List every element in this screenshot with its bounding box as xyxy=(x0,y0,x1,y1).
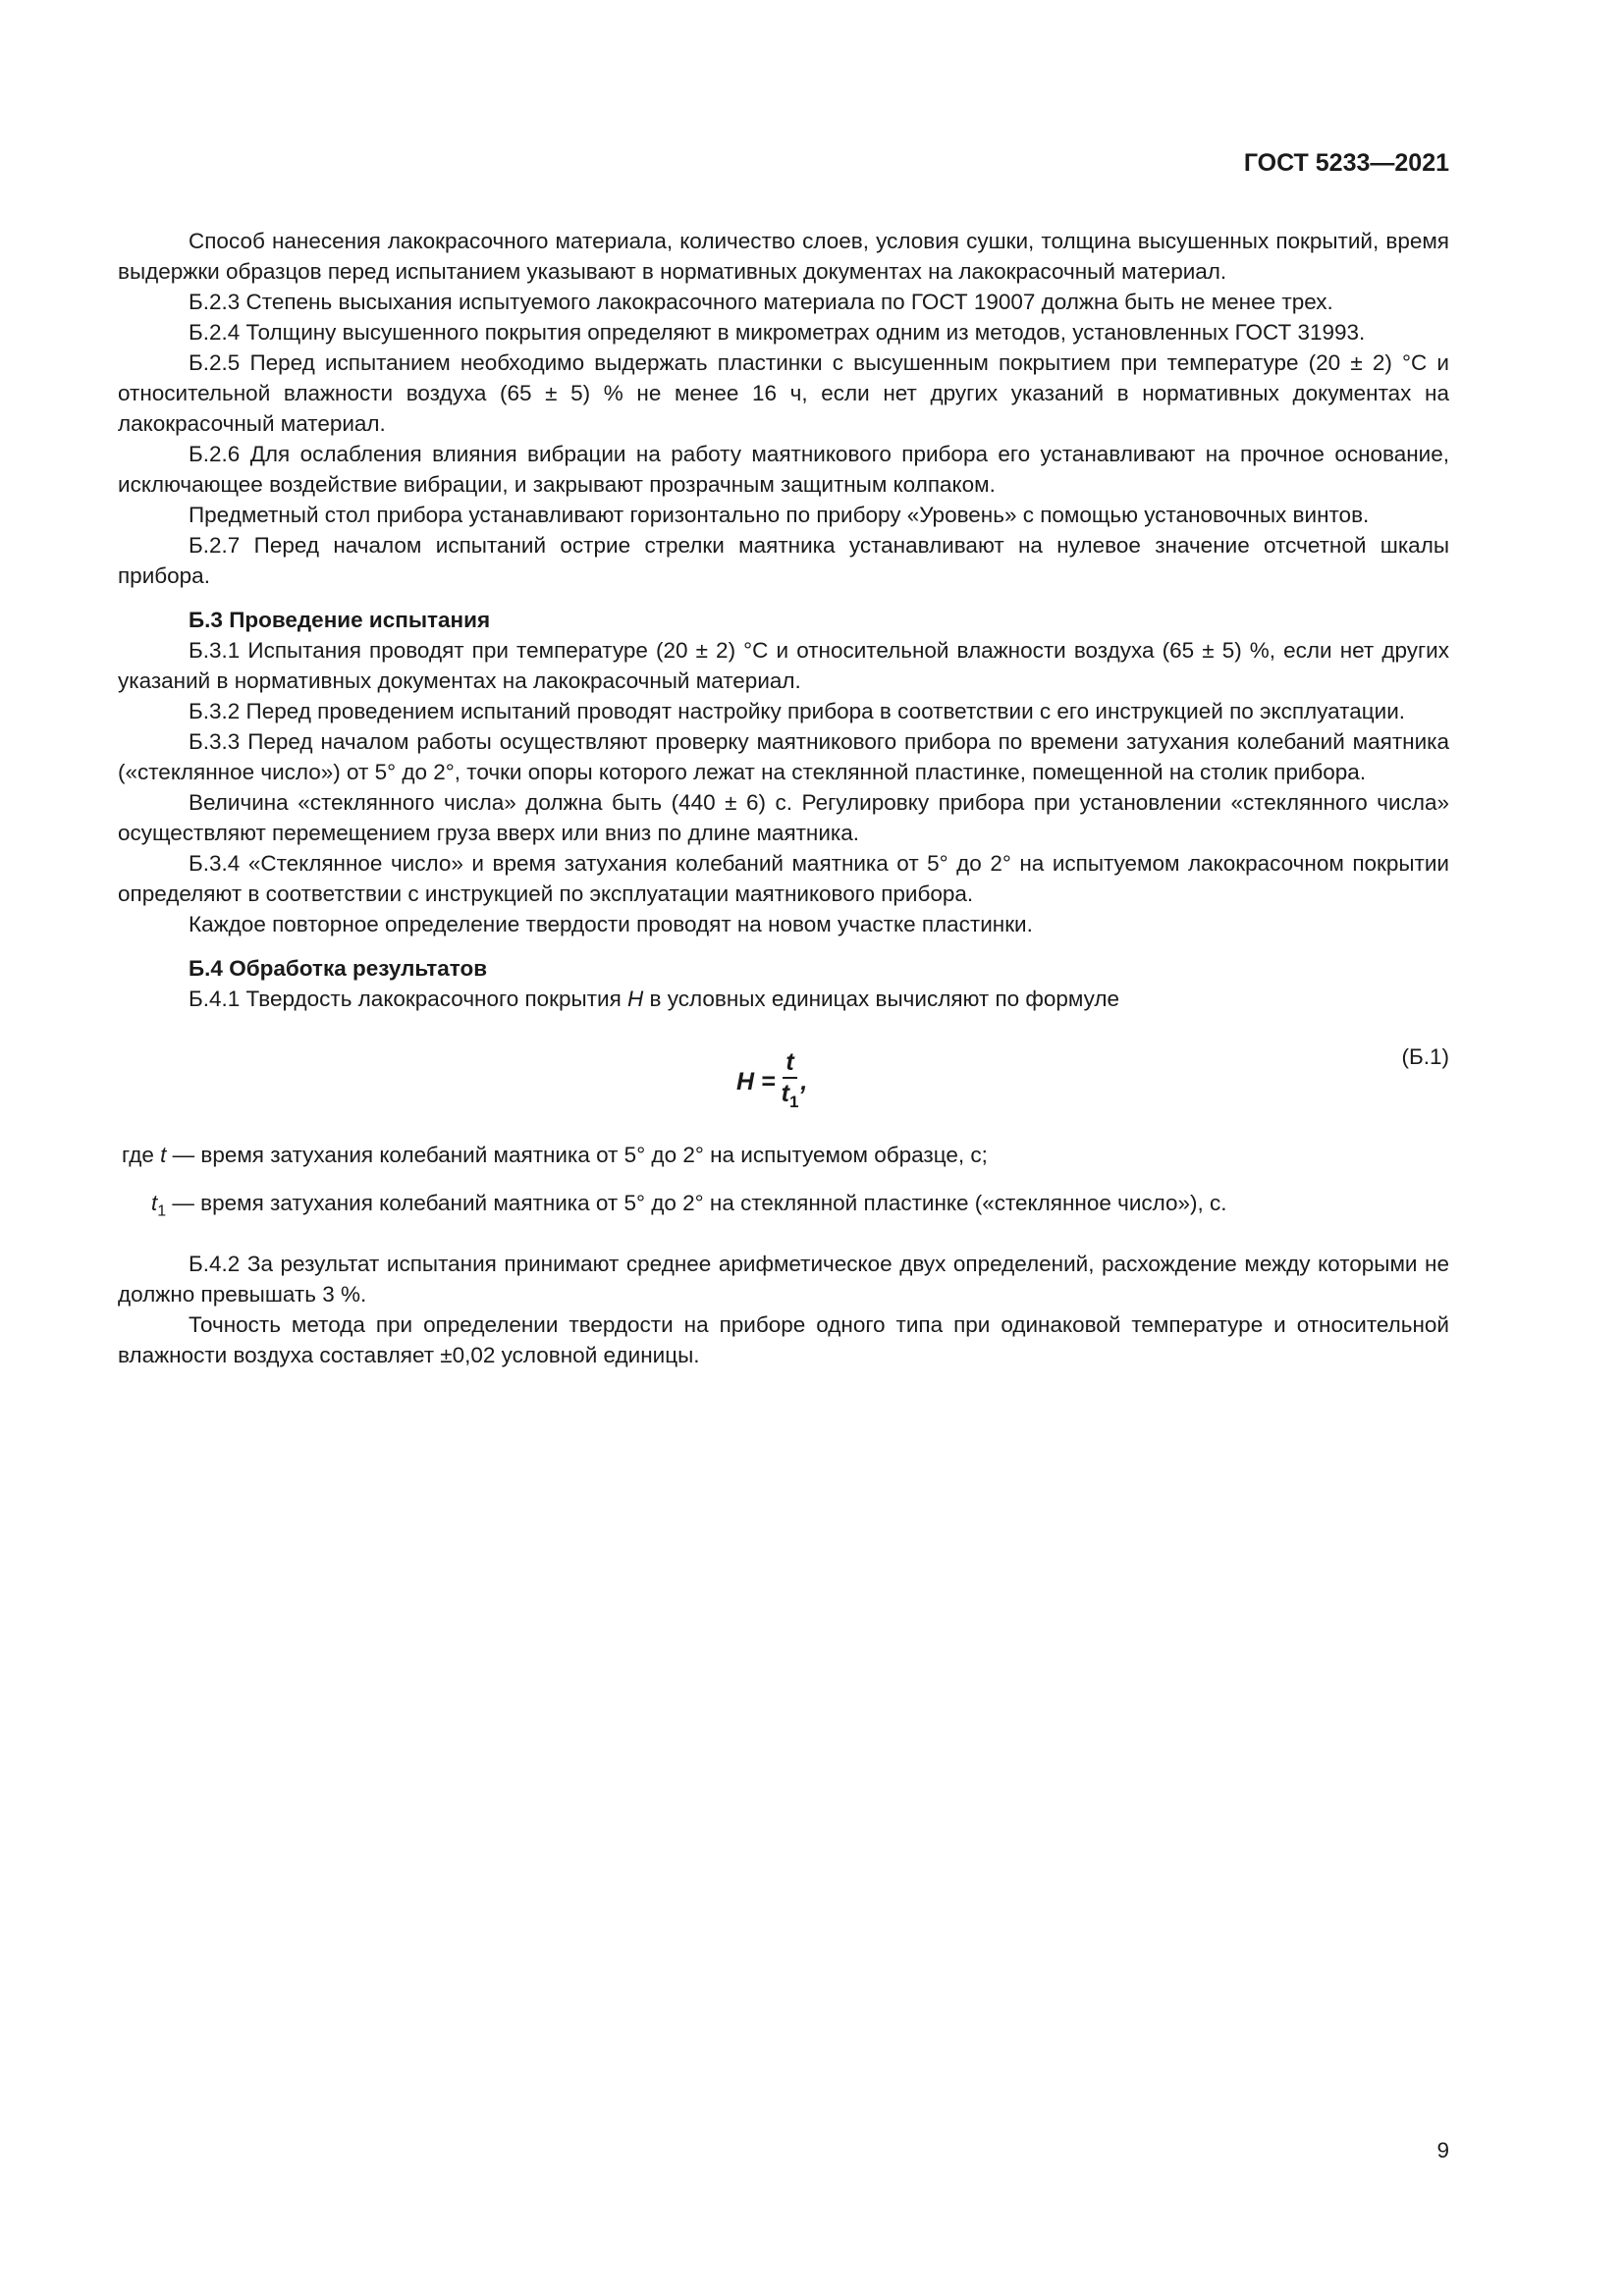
formula-b1 xyxy=(118,1041,1449,1122)
paragraph-b42: Б.4.2 За результат испытания принимают среднее арифметическое двух определений, расхождение между которыми не должно превышать 3 %. xyxy=(118,1251,1449,1307)
formula-denominator xyxy=(782,1079,799,1117)
where-t1-sub: 1 xyxy=(157,1202,167,1220)
paragraph-table-level: Предметный стол прибора устанавливают горизонтально по прибору «Уровень» с помощью установочных винтов. xyxy=(189,503,1370,527)
page-number: 9 xyxy=(1436,2138,1449,2163)
paragraph-b23: Б.2.3 Степень высыхания испытуемого лакокрасочного материала по ГОСТ 19007 должна быть не менее трех. xyxy=(189,290,1333,314)
b41-variable: H xyxy=(627,987,644,1011)
page-body xyxy=(118,226,1449,1370)
where-t1-var xyxy=(151,1191,167,1220)
formula-trail: , xyxy=(800,1067,808,1095)
paragraph-b32: Б.3.2 Перед проведением испытаний проводят настройку прибора в соответствии с его инструкцией по эксплуатации. xyxy=(189,699,1406,723)
formula-fraction xyxy=(782,1047,799,1117)
where-t1-letter: t xyxy=(151,1191,158,1215)
paragraph-b34: Б.3.4 «Стеклянное число» и время затухания колебаний маятника от 5° до 2° на испытуемом лакокрасочном покрытии определяют в соответствии с инструкцией по эксплуатации маятникового прибора. xyxy=(118,851,1449,906)
where-t-var: t xyxy=(160,1143,167,1167)
where-t-desc: — время затухания колебаний маятника от 5° до 2° на испытуемом образце, с; xyxy=(166,1143,988,1167)
where-lead: где xyxy=(122,1143,161,1167)
paragraph-repeat-determination: Каждое повторное определение твердости проводят на новом участке пластинки. xyxy=(189,912,1033,936)
paragraph-b33: Б.3.3 Перед началом работы осуществляют проверку маятникового прибора по времени затухания колебаний маятника («стеклянное число») от 5° до 2°, точки опоры которого лежат на стеклянной пластинке, помещенной на столик прибора. xyxy=(118,729,1449,784)
formula-numerator: t xyxy=(783,1047,796,1079)
paragraph-b31: Б.3.1 Испытания проводят при температуре (20 ± 2) °С и относительной влажности воздуха (65 ± 5) %, если нет других указаний в нормативных документах на лакокрасочный материал. xyxy=(118,638,1449,693)
paragraph-accuracy: Точность метода при определении твердости на приборе одного типа при одинаковой температуре и относительной влажности воздуха составляет ±0,02 условной единицы. xyxy=(118,1311,1449,1367)
section-heading-b3: Б.3 Проведение испытания xyxy=(189,608,491,632)
paragraph-method-of-application: Способ нанесения лакокрасочного материала, количество слоев, условия сушки, толщина высушенных покрытий, время выдержки образцов перед испытанием указывают в нормативных документах на лакокрасочный материал. xyxy=(118,229,1449,284)
paragraph-glass-number: Величина «стеклянного числа» должна быть (440 ± 6) с. Регулировку прибора при установлении «стеклянного числа» осуществляют перемещением груза вверх или вниз по длине маятника. xyxy=(118,790,1449,845)
spacer xyxy=(118,1227,1449,1249)
paragraph-b24: Б.2.4 Толщину высушенного покрытия определяют в микрометрах одним из методов, установленных ГОСТ 31993. xyxy=(189,320,1366,345)
where-clause-t xyxy=(122,1140,1449,1170)
where-clause-t1 xyxy=(151,1188,1449,1227)
formula-denominator-sub: 1 xyxy=(788,1092,799,1111)
formula-expression xyxy=(736,1041,807,1122)
where-t1-desc: — время затухания колебаний маятника от 5° до 2° на стеклянной пластинке («стеклянное число»), с. xyxy=(166,1191,1227,1215)
b41-text-after: в условных единицах вычисляют по формуле xyxy=(643,987,1120,1011)
formula-denominator-var: t xyxy=(781,1079,789,1107)
paragraph-b41 xyxy=(118,984,1449,1014)
paragraph-b27: Б.2.7 Перед началом испытаний острие стрелки маятника устанавливают на нулевое значение отсчетной шкалы прибора. xyxy=(118,533,1449,588)
formula-lhs: H = xyxy=(736,1067,776,1095)
paragraph-b25: Б.2.5 Перед испытанием необходимо выдержать пластинки с высушенным покрытием при температуре (20 ± 2) °С и относительной влажности воздуха (65 ± 5) % не менее 16 ч, если нет других указаний в нормативных документах на лакокрасочный материал. xyxy=(118,350,1449,436)
document-header: ГОСТ 5233—2021 xyxy=(1243,149,1449,177)
section-heading-b4: Б.4 Обработка результатов xyxy=(189,956,488,981)
b41-text-before: Б.4.1 Твердость лакокрасочного покрытия xyxy=(189,987,628,1011)
formula-number: (Б.1) xyxy=(1401,1044,1449,1069)
paragraph-b26: Б.2.6 Для ослабления влияния вибрации на работу маятникового прибора его устанавливают на прочное основание, исключающее воздействие вибрации, и закрывают прозрачным защитным колпаком. xyxy=(118,442,1449,497)
